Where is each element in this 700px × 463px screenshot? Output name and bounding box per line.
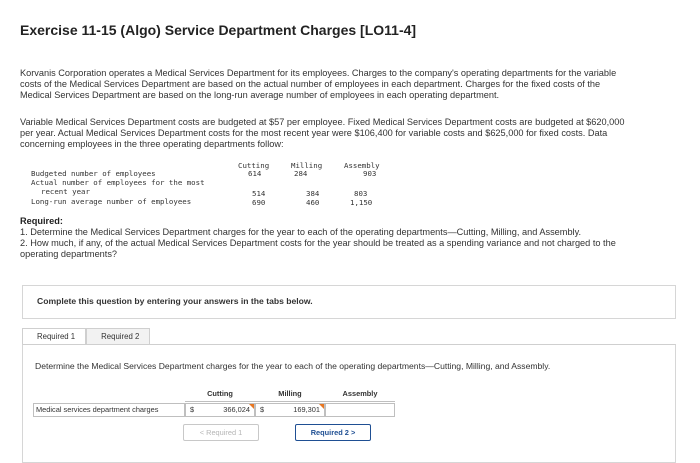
answer-row-label: Medical services department charges <box>33 403 185 417</box>
panel-instruction: Determine the Medical Services Department charges for the year to each of the operating departments—Cutting, Milling, and Assembly. <box>35 361 551 371</box>
row-label-budgeted: Budgeted number of employees <box>31 169 156 178</box>
actual-milling: 384 <box>306 189 320 198</box>
required-item-2: 2. How much, if any, of the actual Medical Services Department costs for the year should be treated as a spending variance and not charged to the operating departments? <box>20 238 616 259</box>
row-label-longrun: Long-run average number of employees <box>31 197 192 206</box>
budgeted-cutting: 614 <box>248 169 262 178</box>
tab-required-1[interactable]: Required 1 <box>22 328 86 345</box>
milling-charge-value: 169,301 <box>293 405 320 414</box>
row-label-actual-2: recent year <box>41 187 90 196</box>
required-section <box>20 216 620 260</box>
answer-col-milling: Milling <box>255 389 325 402</box>
tab-bar <box>22 328 150 344</box>
answer-marker-icon <box>319 404 324 409</box>
actual-assembly: 803 <box>354 189 368 198</box>
currency-symbol: $ <box>190 405 195 414</box>
longrun-milling: 460 <box>306 198 320 207</box>
longrun-cutting: 690 <box>252 198 266 207</box>
instruction-text: Complete this question by entering your answers in the tabs below. <box>37 296 313 306</box>
employee-data-table <box>28 161 408 213</box>
actual-cutting: 514 <box>252 189 266 198</box>
prev-button-label: Required 1 <box>206 428 243 437</box>
assembly-charge-input[interactable] <box>325 403 395 417</box>
required-heading: Required: <box>20 216 63 226</box>
col-header-cutting: Cutting <box>238 161 270 170</box>
budgeted-milling: 284 <box>294 169 308 178</box>
answer-marker-icon <box>249 404 254 409</box>
next-required-button[interactable] <box>295 424 371 441</box>
longrun-assembly: 1,150 <box>350 198 373 207</box>
cost-paragraph: Variable Medical Services Department costs are budgeted at $57 per employee. Fixed Medical Services Department costs are budgeted at $620,000 per year. Actual Medical Services Department costs for the most recent year were $106,400 for variable costs and $625,000 for fixed costs. Data concerning employees in the three operating departments follow: <box>20 117 625 149</box>
currency-symbol: $ <box>260 405 265 414</box>
chevron-right-icon: > <box>350 428 356 437</box>
required-item-1: 1. Determine the Medical Services Department charges for the year to each of the operating departments—Cutting, Milling, and Assembly. <box>20 227 582 237</box>
instruction-box <box>22 285 676 319</box>
chevron-left-icon: < <box>199 428 205 437</box>
next-button-label: Required 2 <box>310 428 349 437</box>
answer-panel <box>22 344 676 463</box>
page-title: Exercise 11-15 (Algo) Service Department Charges [LO11-4] <box>20 22 417 38</box>
tab-required-2[interactable]: Required 2 <box>86 328 150 345</box>
prev-required-button[interactable] <box>183 424 259 441</box>
cutting-charge-input[interactable] <box>185 403 255 417</box>
answer-col-cutting: Cutting <box>185 389 255 402</box>
budgeted-assembly: 903 <box>363 169 377 178</box>
row-label-actual-1: Actual number of employees for the most <box>31 178 205 187</box>
answer-col-assembly: Assembly <box>325 389 395 402</box>
milling-charge-input[interactable] <box>255 403 325 417</box>
cutting-charge-value: 366,024 <box>223 405 250 414</box>
col-header-assembly: Assembly <box>344 161 380 170</box>
col-header-milling: Milling <box>291 161 323 170</box>
intro-paragraph: Korvanis Corporation operates a Medical Services Department for its employees. Charges to the company's operating departments for the variable costs of the Medical Services Department are based on the actual number of employees in each department. Charges for the fixed costs of the Medical Services Department are based on the long-run average number of employees in each operating department. <box>20 68 617 100</box>
